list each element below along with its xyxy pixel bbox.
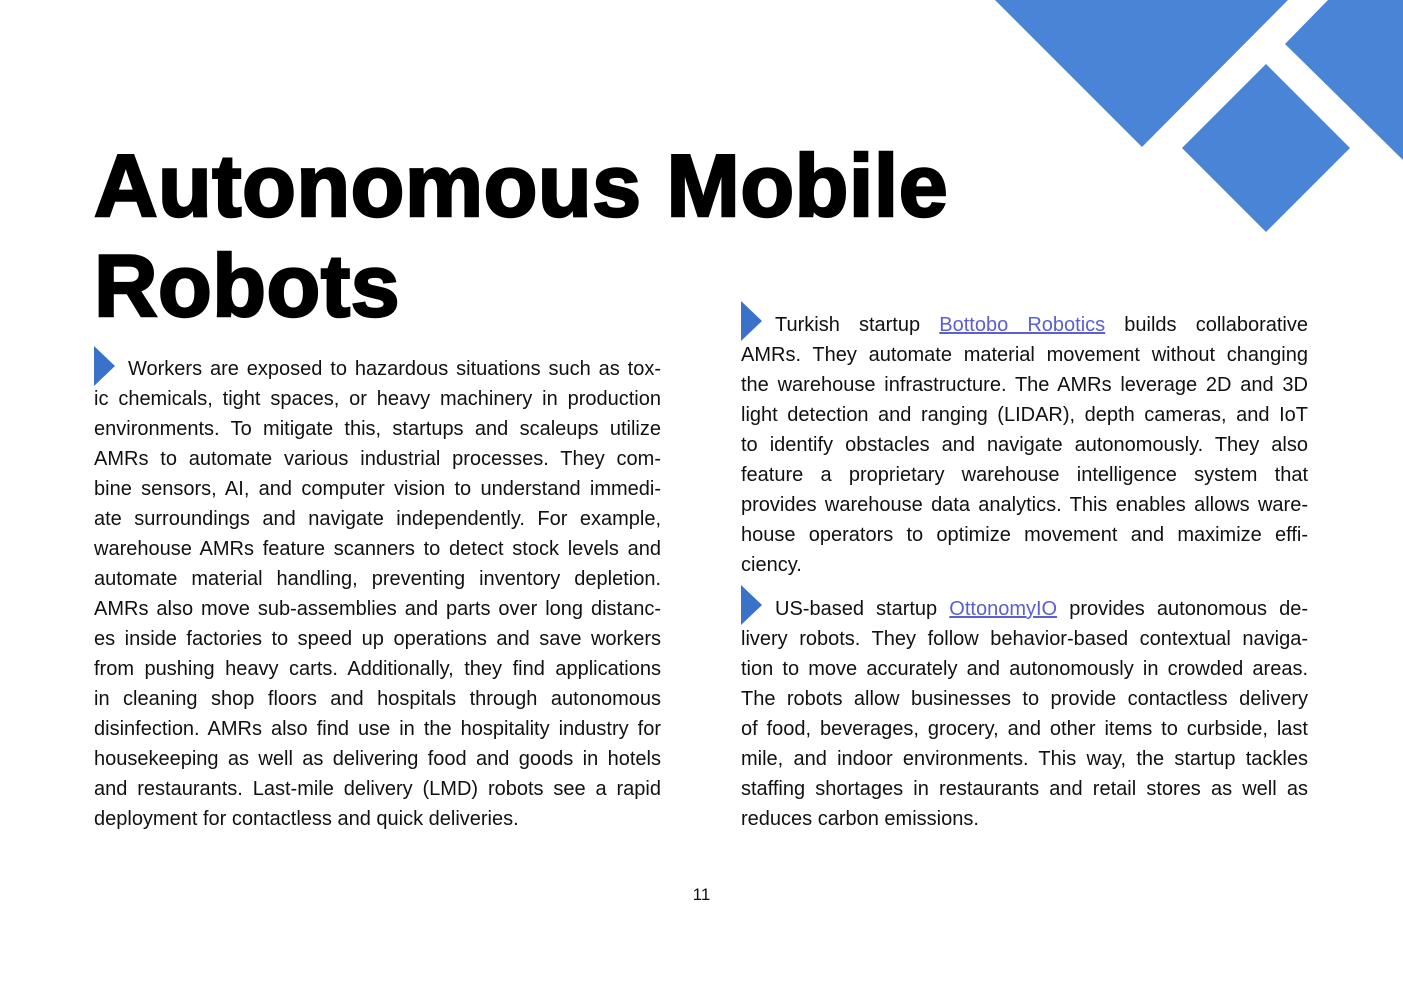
text-line: disinfection. AMRs also find use in the hospitality industry for [94, 718, 661, 740]
text-line: ciency. [741, 554, 802, 576]
text-line: environments. To mitigate this, startups and scaleups utilize [94, 418, 661, 440]
text-line: feature a proprietary warehouse intelligence system that [741, 464, 1308, 486]
text-line: Workers are exposed to hazardous situations such as tox- [128, 358, 661, 380]
text-segment: builds collaborative [1105, 314, 1308, 336]
company-link[interactable]: Bottobo Robotics [939, 314, 1106, 336]
text-line: reduces carbon emissions. [741, 808, 979, 830]
amr-intro-paragraph [94, 354, 661, 834]
ottonomy-paragraph [741, 594, 1308, 834]
text-line: automate material handling, preventing inventory depletion. [94, 568, 661, 590]
text-line: The robots allow businesses to provide contactless delivery [741, 688, 1308, 710]
page-title-line-2: Robots [94, 236, 401, 335]
decorative-diamond [1182, 64, 1350, 232]
text-line: and restaurants. Last-mile delivery (LMD) robots see a rapid [94, 778, 661, 800]
text-line: in cleaning shop floors and hospitals through autonomous [94, 688, 661, 710]
text-line: provides warehouse data analytics. This enables allows ware- [741, 494, 1308, 516]
text-line: mile, and indoor environments. This way, the startup tackles [741, 748, 1308, 770]
text-line: to identify obstacles and navigate autonomously. They also [741, 434, 1308, 456]
text-line: AMRs to automate various industrial processes. They com- [94, 448, 661, 470]
text-line: housekeeping as well as delivering food and goods in hotels [94, 748, 661, 770]
text-line: livery robots. They follow behavior-based contextual naviga- [741, 628, 1308, 650]
text-line: ate surroundings and navigate independently. For example, [94, 508, 661, 530]
page-title-line-1: Autonomous Mobile [94, 136, 949, 235]
text-line: es inside factories to speed up operations and save workers [94, 628, 661, 650]
text-segment: US-based startup [775, 598, 950, 620]
page-number: 11 [692, 885, 711, 904]
text-line: bine sensors, AI, and computer vision to understand immedi- [94, 478, 661, 500]
bottobo-paragraph [741, 310, 1308, 580]
text-line: light detection and ranging (LIDAR), depth cameras, and IoT [741, 404, 1308, 426]
text-line: of food, beverages, grocery, and other items to curbside, last [741, 718, 1308, 740]
text-line: AMRs also move sub-assemblies and parts over long distanc- [94, 598, 661, 620]
text-line [741, 594, 1308, 624]
text-line: tion to move accurately and autonomously in crowded areas. [741, 658, 1308, 680]
text-line: warehouse AMRs feature scanners to detect stock levels and [94, 538, 661, 560]
text-line [741, 310, 1308, 340]
text-line: house operators to optimize movement and maximize effi- [741, 524, 1308, 546]
text-segment: Turkish startup [775, 314, 940, 336]
text-line: AMRs. They automate material movement without changing [741, 344, 1308, 366]
company-link[interactable]: OttonomyIO [949, 598, 1058, 620]
text-line: ic chemicals, tight spaces, or heavy machinery in production [94, 388, 661, 410]
text-line: deployment for contactless and quick deliveries. [94, 808, 519, 830]
text-line: staffing shortages in restaurants and retail stores as well as [741, 778, 1308, 800]
text-line: from pushing heavy carts. Additionally, they find applications [94, 658, 661, 680]
page-title [94, 136, 948, 336]
text-segment: provides autonomous de- [1057, 598, 1308, 620]
text-line: the warehouse infrastructure. The AMRs leverage 2D and 3D [741, 374, 1308, 396]
